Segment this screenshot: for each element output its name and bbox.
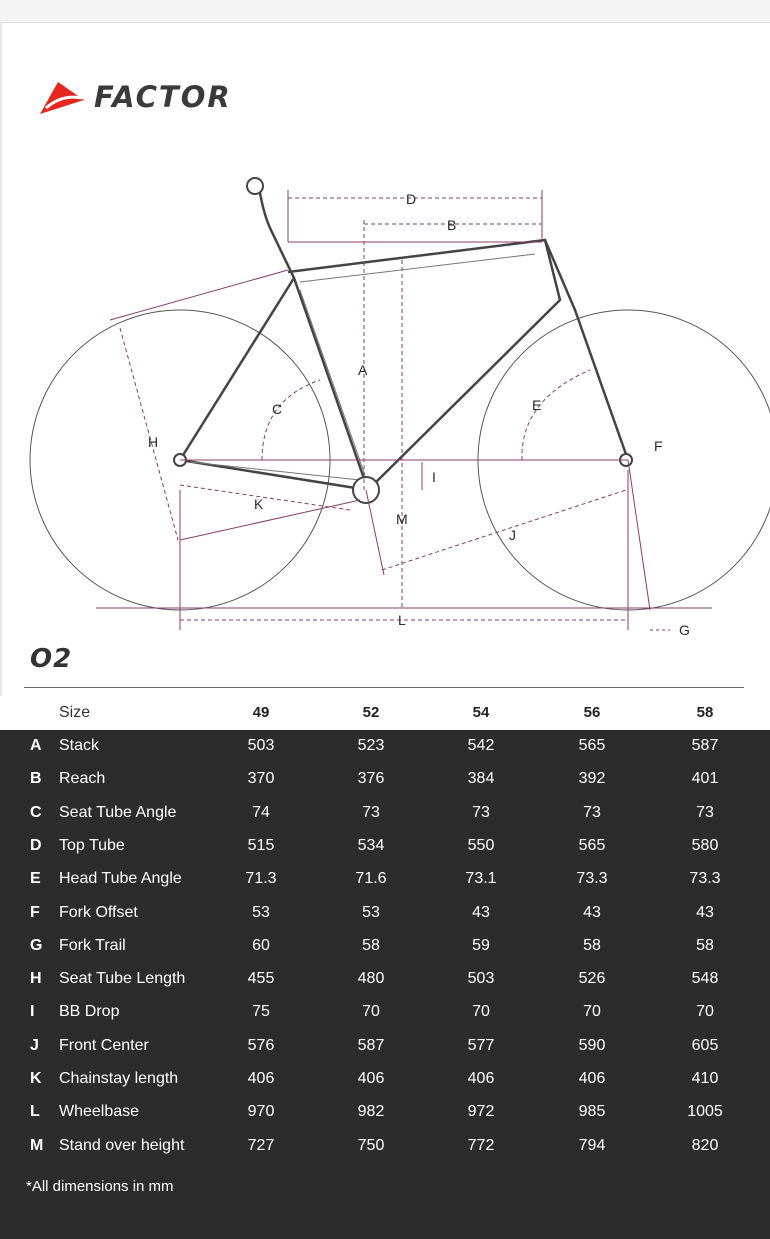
- table-cell: 970: [247, 1103, 275, 1121]
- row-letter: M: [30, 1136, 44, 1154]
- label-E: E: [532, 397, 542, 413]
- table-cell: 982: [357, 1103, 385, 1121]
- row-letter: C: [30, 803, 42, 821]
- table-cell: 985: [578, 1103, 606, 1121]
- table-cell: 406: [247, 1070, 275, 1087]
- label-A: A: [358, 362, 368, 378]
- row-letter: F: [30, 903, 40, 921]
- row-name: Seat Tube Angle: [59, 803, 177, 821]
- table-row: [0, 797, 770, 830]
- table-cell: 58: [583, 936, 601, 954]
- table-cell: 60: [252, 936, 270, 954]
- table-row: [0, 1063, 770, 1096]
- row-name: Wheelbase: [59, 1103, 140, 1121]
- row-name: Head Tube Angle: [59, 870, 182, 888]
- table-cell: 542: [467, 737, 495, 754]
- table-cell: 401: [691, 770, 719, 788]
- row-letter: D: [30, 836, 42, 854]
- table-cell: 455: [247, 970, 275, 988]
- label-F: F: [654, 438, 663, 454]
- table-cell: 73: [696, 803, 714, 821]
- table-cell: 523: [357, 737, 385, 754]
- size-label: Size: [59, 704, 91, 721]
- size-header-row: [0, 696, 770, 730]
- brand-logo: [36, 76, 236, 120]
- row-name: Top Tube: [59, 836, 125, 854]
- size-column-header: 56: [583, 704, 601, 721]
- table-cell: 534: [357, 836, 385, 854]
- table-cell: 74: [252, 803, 270, 821]
- size-column-header: 54: [472, 704, 490, 721]
- label-C: C: [272, 401, 283, 417]
- size-column-header: 52: [362, 704, 380, 721]
- label-I: I: [432, 469, 436, 485]
- brand-name: FACTOR: [94, 80, 232, 114]
- row-name: Seat Tube Length: [59, 970, 186, 988]
- table-row: [0, 963, 770, 996]
- row-name: Stack: [59, 737, 100, 754]
- table-row: [0, 897, 770, 930]
- seatpost-clamp: [247, 178, 263, 194]
- table-cell: 70: [472, 1003, 490, 1021]
- table-cell: 565: [578, 836, 606, 854]
- row-name: Chainstay length: [59, 1070, 179, 1087]
- table-cell: 565: [578, 737, 606, 754]
- table-cell: 820: [691, 1136, 719, 1154]
- label-D: D: [406, 191, 417, 207]
- table-row: [0, 996, 770, 1029]
- table-cell: 70: [583, 1003, 601, 1021]
- row-letter: I: [30, 1003, 35, 1021]
- table-cell: 75: [252, 1003, 270, 1021]
- table-row: [0, 1096, 770, 1129]
- table-cell: 43: [696, 903, 714, 921]
- bike-frame: [180, 180, 628, 490]
- divider: [24, 687, 744, 688]
- label-J: J: [509, 527, 516, 543]
- row-name: Reach: [59, 770, 106, 788]
- size-column-header: 58: [696, 704, 714, 721]
- row-letter: H: [30, 970, 42, 988]
- table-cell: 503: [467, 970, 495, 988]
- label-K: K: [254, 496, 264, 512]
- table-cell: 577: [467, 1036, 495, 1054]
- table-row: [0, 1030, 770, 1063]
- row-name: BB Drop: [59, 1003, 120, 1021]
- table-cell: 384: [467, 770, 495, 788]
- table-cell: 59: [472, 936, 490, 954]
- table-cell: 70: [362, 1003, 380, 1021]
- frame-geometry-diagram: [0, 150, 770, 650]
- table-cell: 1005: [687, 1103, 723, 1121]
- table-cell: 58: [362, 936, 380, 954]
- table-row: [0, 1130, 770, 1163]
- row-letter: G: [30, 936, 43, 954]
- table-cell: 73: [362, 803, 380, 821]
- table-cell: 376: [357, 770, 385, 788]
- table-cell: 480: [357, 970, 385, 988]
- table-cell: 73: [472, 803, 490, 821]
- table-cell: 580: [691, 836, 719, 854]
- table-cell: 53: [252, 903, 270, 921]
- geometry-table: [0, 730, 770, 1239]
- table-cell: 71.3: [245, 870, 277, 888]
- table-cell: 772: [467, 1136, 495, 1154]
- table-cell: 58: [696, 936, 714, 954]
- size-column-header: 49: [252, 704, 270, 721]
- row-letter: A: [30, 737, 42, 754]
- row-letter: E: [30, 870, 41, 888]
- row-letter: L: [30, 1103, 40, 1121]
- table-cell: 406: [578, 1070, 606, 1087]
- table-cell: 70: [696, 1003, 714, 1021]
- table-cell: 605: [691, 1036, 719, 1054]
- table-cell: 370: [247, 770, 275, 788]
- table-cell: 576: [247, 1036, 275, 1054]
- footnote: *All dimensions in mm: [26, 1178, 174, 1195]
- table-row: [0, 863, 770, 896]
- table-cell: 548: [691, 970, 719, 988]
- table-cell: 73.3: [576, 870, 608, 888]
- table-cell: 73.3: [689, 870, 721, 888]
- browser-top-bar: [0, 0, 770, 23]
- table-cell: 727: [247, 1136, 275, 1154]
- table-cell: 550: [467, 836, 495, 854]
- label-M: M: [396, 511, 408, 527]
- table-cell: 392: [578, 770, 606, 788]
- table-cell: 43: [583, 903, 601, 921]
- table-cell: 71.6: [355, 870, 387, 888]
- table-cell: 410: [691, 1070, 719, 1087]
- label-L: L: [398, 612, 406, 628]
- label-B: B: [447, 217, 457, 233]
- table-cell: 53: [362, 903, 380, 921]
- row-letter: K: [30, 1070, 42, 1087]
- table-cell: 794: [578, 1136, 606, 1154]
- row-letter: J: [30, 1036, 39, 1054]
- label-H: H: [148, 434, 159, 450]
- table-cell: 73.1: [465, 870, 497, 888]
- table-cell: 587: [357, 1036, 385, 1054]
- row-name: Front Center: [59, 1036, 149, 1054]
- table-cell: 503: [247, 737, 275, 754]
- table-cell: 590: [578, 1036, 606, 1054]
- model-name: O2: [30, 644, 73, 674]
- table-cell: 526: [578, 970, 606, 988]
- table-row: [0, 830, 770, 863]
- label-G: G: [679, 622, 690, 638]
- table-row: [0, 763, 770, 796]
- table-cell: 515: [247, 836, 275, 854]
- table-cell: 406: [357, 1070, 385, 1087]
- table-cell: 972: [467, 1103, 495, 1121]
- table-cell: 750: [357, 1136, 385, 1154]
- table-cell: 587: [691, 737, 719, 754]
- row-name: Fork Offset: [59, 903, 138, 921]
- row-name: Stand over height: [59, 1136, 185, 1154]
- table-cell: 406: [467, 1070, 495, 1087]
- row-letter: B: [30, 770, 42, 788]
- table-row: [0, 730, 770, 763]
- table-cell: 43: [472, 903, 490, 921]
- row-name: Fork Trail: [59, 936, 126, 954]
- factor-logo-icon: [36, 80, 86, 116]
- table-row: [0, 930, 770, 963]
- table-cell: 73: [583, 803, 601, 821]
